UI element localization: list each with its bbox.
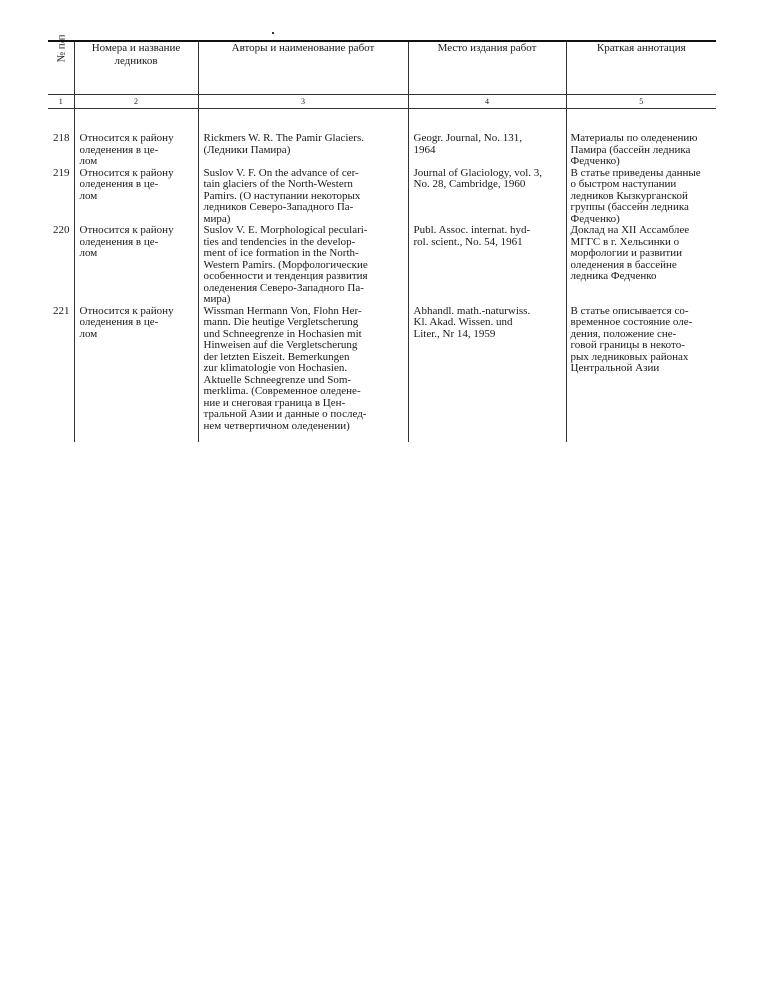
entry-glacier: Относится к району оледенения в це- лом — [79, 132, 174, 167]
header-publication — [408, 41, 566, 95]
entry-annotation: В статье приведены данные о быстром наступании ледников Кызкурганской группы (бассейн ледника Федченко) — [570, 166, 701, 225]
entry-annotation: Материалы по оледенению Памира (бассейн ледника Федченко) — [570, 132, 698, 167]
column-number: 1 — [48, 95, 74, 109]
header-glacier-label: Номера и название ледников — [91, 42, 181, 67]
entry-annotation: В статье описывается со- временное состояние оле- дения, положение сне- говой границы в некото- рых ледниковых районах Центральной Азии — [570, 304, 693, 374]
entry-publication: Abhandl. math.-naturwiss. Kl. Akad. Wissen. und Liter., Nr 14, 1959 — [413, 304, 531, 340]
column-number: 4 — [408, 95, 566, 109]
entry-publication: Geogr. Journal, No. 131, 1964 — [413, 132, 522, 156]
table-row — [48, 109, 716, 168]
column-number: 5 — [566, 95, 716, 109]
entry-annotation: Доклад на XII Ассамблее МГГС в г. Хельсинки о морфологии и развитии оледенения в бассейне ледника Федченко — [570, 224, 690, 282]
header-authors-label: Авторы и наименование работ — [231, 42, 375, 54]
column-number: 2 — [74, 95, 198, 109]
entry-number: 219 — [53, 166, 70, 179]
entry-publication: Journal of Glaciology, vol. 3, No. 28, Cambridge, 1960 — [413, 166, 543, 190]
entry-glacier: Относится к району оледенения в це- лом — [79, 224, 174, 259]
column-number: 3 — [198, 95, 408, 109]
entry-authors: Suslov V. E. Morphological peculari- ties and tendencies in the develop- ment of ice formation in the North- Western Pamirs. (Морфологические особенности и тенденция развития оледенения Северо-Западного Па- мира) — [203, 224, 368, 305]
entry-glacier: Относится к району оледенения в це- лом — [79, 304, 174, 340]
header-annotation — [566, 41, 716, 95]
header-number-label: № п/п — [55, 34, 68, 63]
bibliography-table — [48, 34, 716, 442]
table-row — [48, 306, 716, 443]
header-glacier — [74, 41, 198, 95]
header-publication-label: Место издания работ — [437, 42, 537, 54]
table-row — [48, 168, 716, 226]
entry-number: 220 — [53, 224, 70, 236]
bibliography-page — [48, 34, 716, 442]
entry-publication: Publ. Assoc. internat. hyd- rol. scient., No. 54, 1961 — [413, 224, 531, 248]
entry-authors: Rickmers W. R. The Pamir Glaciers. (Ледники Памира) — [203, 132, 364, 156]
table-header-row — [48, 41, 716, 95]
print-speck — [272, 32, 274, 34]
entry-authors: Wissman Hermann Von, Flohn Her- mann. Die heutige Vergletscherung und Schneegrenze in Hochasien mit Hinweisen auf die Vergletscherung der letzten Eiszeit. Bemerkungen zur klimatologie von Hochasien. Aktuelle Schneegrenze und Som- merklima. (Современное оледене- ние и снеговая граница в Цен- тральной Азии и данные о послед- нем четвертичном оледенении) — [203, 304, 367, 432]
entry-number: 218 — [53, 132, 70, 144]
entry-number: 221 — [53, 304, 70, 317]
header-number — [48, 34, 74, 95]
entry-glacier: Относится к району оледенения в це- лом — [79, 166, 174, 202]
header-authors — [198, 41, 408, 95]
column-number-row — [48, 95, 716, 109]
header-annotation-label: Краткая аннотация — [596, 42, 686, 54]
table-row — [48, 225, 716, 306]
entry-authors: Suslov V. F. On the advance of cer- tain glaciers of the North-Western Pamirs. (О наступании некоторых ледников Северо-Западного Па- мира) — [203, 166, 361, 225]
